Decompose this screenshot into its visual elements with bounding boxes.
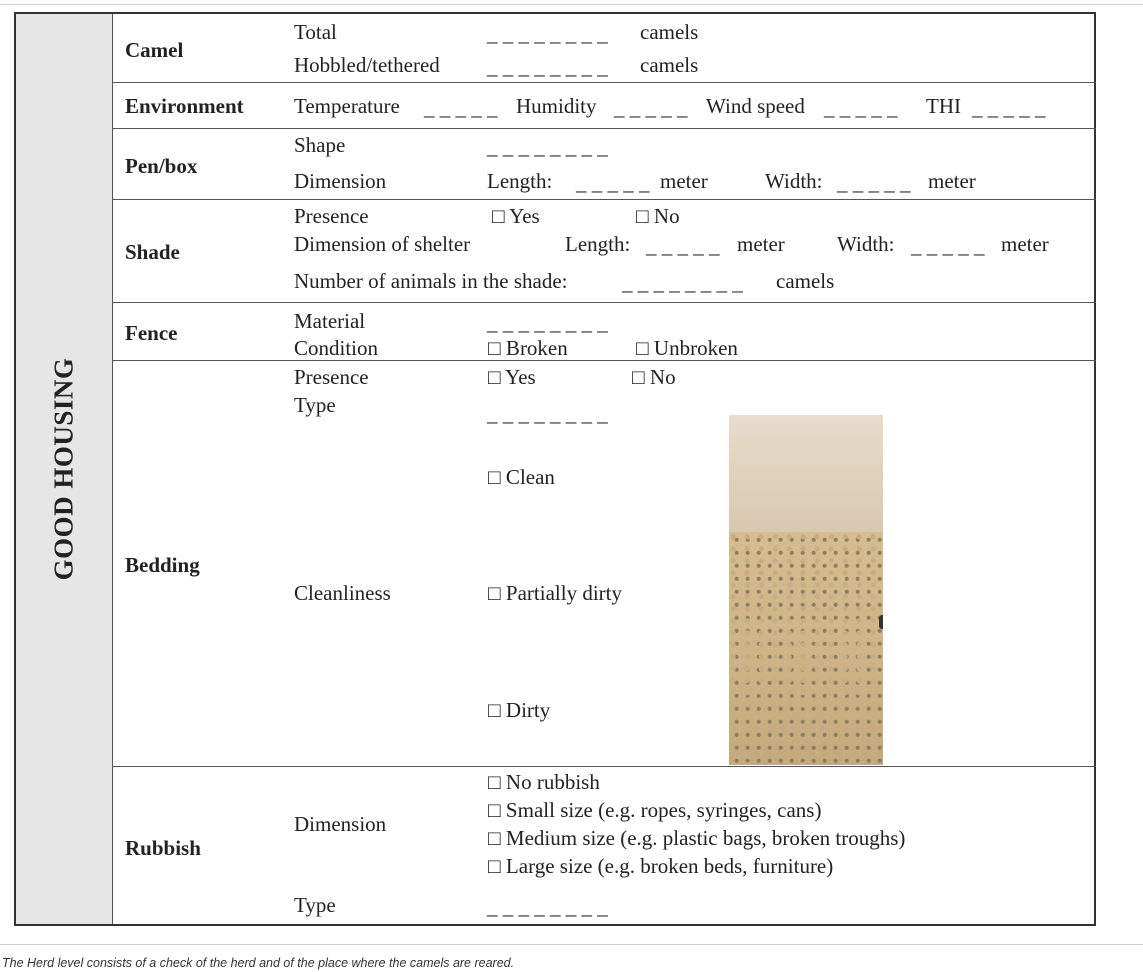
pen-label: Pen/box: [125, 154, 198, 178]
bedding-label: Bedding: [125, 553, 200, 577]
pen-width-blank[interactable]: _ _ _ _ _: [837, 171, 911, 195]
shelter-width-blank[interactable]: _ _ _ _ _: [911, 234, 985, 258]
row-divider: [113, 82, 1096, 83]
pen-length-label: Length:: [487, 169, 553, 193]
row-divider: [113, 128, 1096, 129]
pen-width-label: Width:: [765, 169, 823, 193]
bedding-yes-checkbox[interactable]: □ Yes: [488, 365, 536, 389]
pen-width-unit: meter: [928, 169, 976, 193]
row-divider: [113, 302, 1096, 303]
bedding-cleanliness-label: Cleanliness: [294, 581, 391, 605]
shade-animals-blank[interactable]: _ _ _ _ _ _ _ _: [622, 271, 743, 295]
camel-hobbled-blank[interactable]: _ _ _ _ _ _ _ _: [487, 55, 608, 79]
pen-dimension-label: Dimension: [294, 169, 387, 193]
rubbish-type-blank[interactable]: _ _ _ _ _ _ _ _: [487, 895, 608, 919]
fence-label: Fence: [125, 321, 178, 345]
bedding-no-checkbox[interactable]: □ No: [632, 365, 676, 389]
thi-label: THI: [926, 94, 961, 118]
pen-length-unit: meter: [660, 169, 708, 193]
shelter-length-unit: meter: [737, 232, 785, 256]
environment-label: Environment: [125, 94, 244, 118]
bedding-reference-photo: [729, 415, 883, 765]
fence-broken-checkbox[interactable]: □ Broken: [488, 336, 568, 360]
rubbish-option[interactable]: □ Large size (e.g. broken beds, furniture): [488, 854, 834, 878]
shelter-width-label: Width:: [837, 232, 895, 256]
bedding-clean-checkbox[interactable]: □ Clean: [488, 465, 555, 489]
shelter-width-unit: meter: [1001, 232, 1049, 256]
fence-condition-label: Condition: [294, 336, 379, 360]
pen-shape-blank[interactable]: _ _ _ _ _ _ _ _: [487, 135, 608, 159]
caption-divider: [0, 944, 1143, 945]
row-divider: [113, 766, 1096, 767]
bedding-partially-dirty-checkbox[interactable]: □ Partially dirty: [488, 581, 622, 605]
rubbish-option[interactable]: □ No rubbish: [488, 770, 600, 794]
shade-presence-label: Presence: [294, 204, 369, 228]
camel-hobbled-label: Hobbled/tethered: [294, 53, 440, 77]
camel-label: Camel: [125, 38, 184, 62]
camel-total-label: Total: [294, 20, 337, 44]
rubbish-label: Rubbish: [125, 836, 201, 860]
fence-unbroken-checkbox[interactable]: □ Unbroken: [636, 336, 738, 360]
bedding-type-blank[interactable]: _ _ _ _ _ _ _ _: [487, 402, 608, 426]
wind-speed-blank[interactable]: _ _ _ _ _: [824, 96, 898, 120]
row-divider: [113, 199, 1096, 200]
shade-label: Shade: [125, 240, 180, 264]
fence-material-label: Material: [294, 309, 366, 333]
bedding-dirty-checkbox[interactable]: □ Dirty: [488, 698, 551, 722]
shade-animals-label: Number of animals in the shade:: [294, 269, 568, 293]
humidity-label: Humidity: [516, 94, 597, 118]
bedding-presence-label: Presence: [294, 365, 369, 389]
herd-level-form: [14, 12, 1096, 926]
photo-dark-spot: [879, 615, 883, 629]
top-divider: [0, 4, 1143, 5]
wind-speed-label: Wind speed: [706, 94, 805, 118]
temperature-label: Temperature: [294, 94, 400, 118]
camel-total-unit: camels: [640, 20, 699, 44]
shade-yes-checkbox[interactable]: □ Yes: [492, 204, 540, 228]
temperature-blank[interactable]: _ _ _ _ _: [424, 96, 498, 120]
dirty-bedding-sample: [729, 532, 883, 765]
shade-no-checkbox[interactable]: □ No: [636, 204, 680, 228]
rubbish-type-label: Type: [294, 893, 336, 917]
pen-shape-label: Shape: [294, 133, 346, 157]
thi-blank[interactable]: _ _ _ _ _: [972, 96, 1046, 120]
row-divider: [113, 360, 1096, 361]
camel-hobbled-unit: camels: [640, 53, 699, 77]
humidity-blank[interactable]: _ _ _ _ _: [614, 96, 688, 120]
shelter-dimension-label: Dimension of shelter: [294, 232, 471, 256]
clean-bedding-sample: [729, 415, 883, 532]
figure-caption: The Herd level consists of a check of the herd and of the place where the camels are reared.: [2, 956, 515, 970]
side-title: GOOD HOUSING: [48, 357, 79, 581]
pen-length-blank[interactable]: _ _ _ _ _: [576, 171, 650, 195]
shelter-length-label: Length:: [565, 232, 631, 256]
rubbish-option[interactable]: □ Medium size (e.g. plastic bags, broken troughs): [488, 826, 906, 850]
shelter-length-blank[interactable]: _ _ _ _ _: [646, 234, 720, 258]
rubbish-option[interactable]: □ Small size (e.g. ropes, syringes, cans): [488, 798, 822, 822]
rubbish-dimension-label: Dimension: [294, 812, 387, 836]
camel-total-blank[interactable]: _ _ _ _ _ _ _ _: [487, 22, 608, 46]
shade-animals-unit: camels: [776, 269, 835, 293]
bedding-type-label: Type: [294, 393, 336, 417]
fence-material-blank[interactable]: _ _ _ _ _ _ _ _: [487, 311, 608, 335]
side-band: [16, 14, 113, 924]
